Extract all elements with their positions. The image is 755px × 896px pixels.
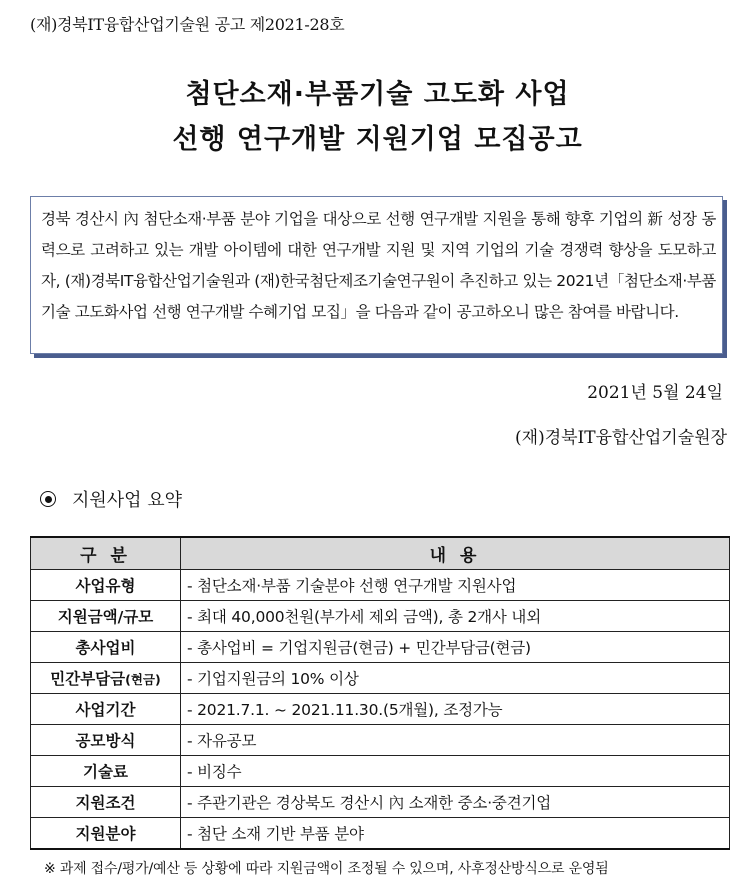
row-content: - 첨단소재·부품 기술분야 선행 연구개발 지원사업 [181, 570, 730, 601]
row-content: - 주관기관은 경상북도 경산시 內 소재한 중소·중견기업 [181, 787, 730, 818]
table-row [31, 663, 730, 694]
summary-table [30, 536, 730, 850]
table-row [31, 787, 730, 818]
row-label [31, 663, 181, 694]
row-label: 총사업비 [31, 632, 181, 663]
issuer-name: (재)경북IT융합산업기술원장 [515, 428, 727, 448]
row-content: - 2021.7.1. ~ 2021.11.30.(5개월), 조정가능 [181, 694, 730, 725]
table-row [31, 756, 730, 787]
table-row [31, 725, 730, 756]
table-row [31, 601, 730, 632]
header-label: 구 분 [31, 537, 181, 570]
page-title-line-1: 첨단소재·부품기술 고도화 사업 [185, 79, 570, 110]
header-content: 내 용 [181, 537, 730, 570]
row-label: 공모방식 [31, 725, 181, 756]
intro-paragraph: 경북 경산시 內 첨단소재·부품 분야 기업을 대상으로 선행 연구개발 지원을 통해 향후 기업의 新 성장 동력으로 고려하고 있는 개발 아이템에 대한 연구개발 지원 및 지역 기업의 기술 경쟁력 향상을 도모하고자, (재)경북IT융합산업기술원과 (재)한국첨단제조기술연구원이 추진하고 있는 2021년「첨단소재·부품기술 고도화사업 선행 연구개발 수혜기업 모집」을 다음과 같이 공고하오니 많은 참여를 바랍니다. [30, 196, 723, 354]
footnote: ※ 과제 접수/평가/예산 등 상황에 따라 지원금액이 조정될 수 있으며, 사후정산방식으로 운영됨 [44, 861, 609, 877]
table-row [31, 818, 730, 850]
row-label: 지원조건 [31, 787, 181, 818]
row-label-text: 민간부담금 [50, 670, 126, 688]
row-content: - 첨단 소재 기반 부품 분야 [181, 818, 730, 850]
page-title-line-2: 선행 연구개발 지원기업 모집공고 [172, 124, 583, 155]
row-label-suffix: (현금) [125, 672, 161, 687]
circle-bullet-icon [40, 491, 56, 507]
section-heading-label: 지원사업 요약 [72, 490, 183, 511]
table-row [31, 694, 730, 725]
table-header-row [31, 537, 730, 570]
row-content: - 비징수 [181, 756, 730, 787]
notice-number: (재)경북IT융합산업기술원 공고 제2021-28호 [30, 15, 345, 34]
table-row [31, 570, 730, 601]
row-label: 사업기간 [31, 694, 181, 725]
row-label: 사업유형 [31, 570, 181, 601]
row-label: 지원금액/규모 [31, 601, 181, 632]
row-label: 기술료 [31, 756, 181, 787]
row-content: - 기업지원금의 10% 이상 [181, 663, 730, 694]
row-content: - 최대 40,000천원(부가세 제외 금액), 총 2개사 내외 [181, 601, 730, 632]
row-content: - 총사업비 = 기업지원금(현금) + 민간부담금(현금) [181, 632, 730, 663]
row-content: - 자유공모 [181, 725, 730, 756]
row-label: 지원분야 [31, 818, 181, 850]
section-heading [40, 486, 182, 512]
notice-date: 2021년 5월 24일 [587, 383, 723, 403]
table-row [31, 632, 730, 663]
